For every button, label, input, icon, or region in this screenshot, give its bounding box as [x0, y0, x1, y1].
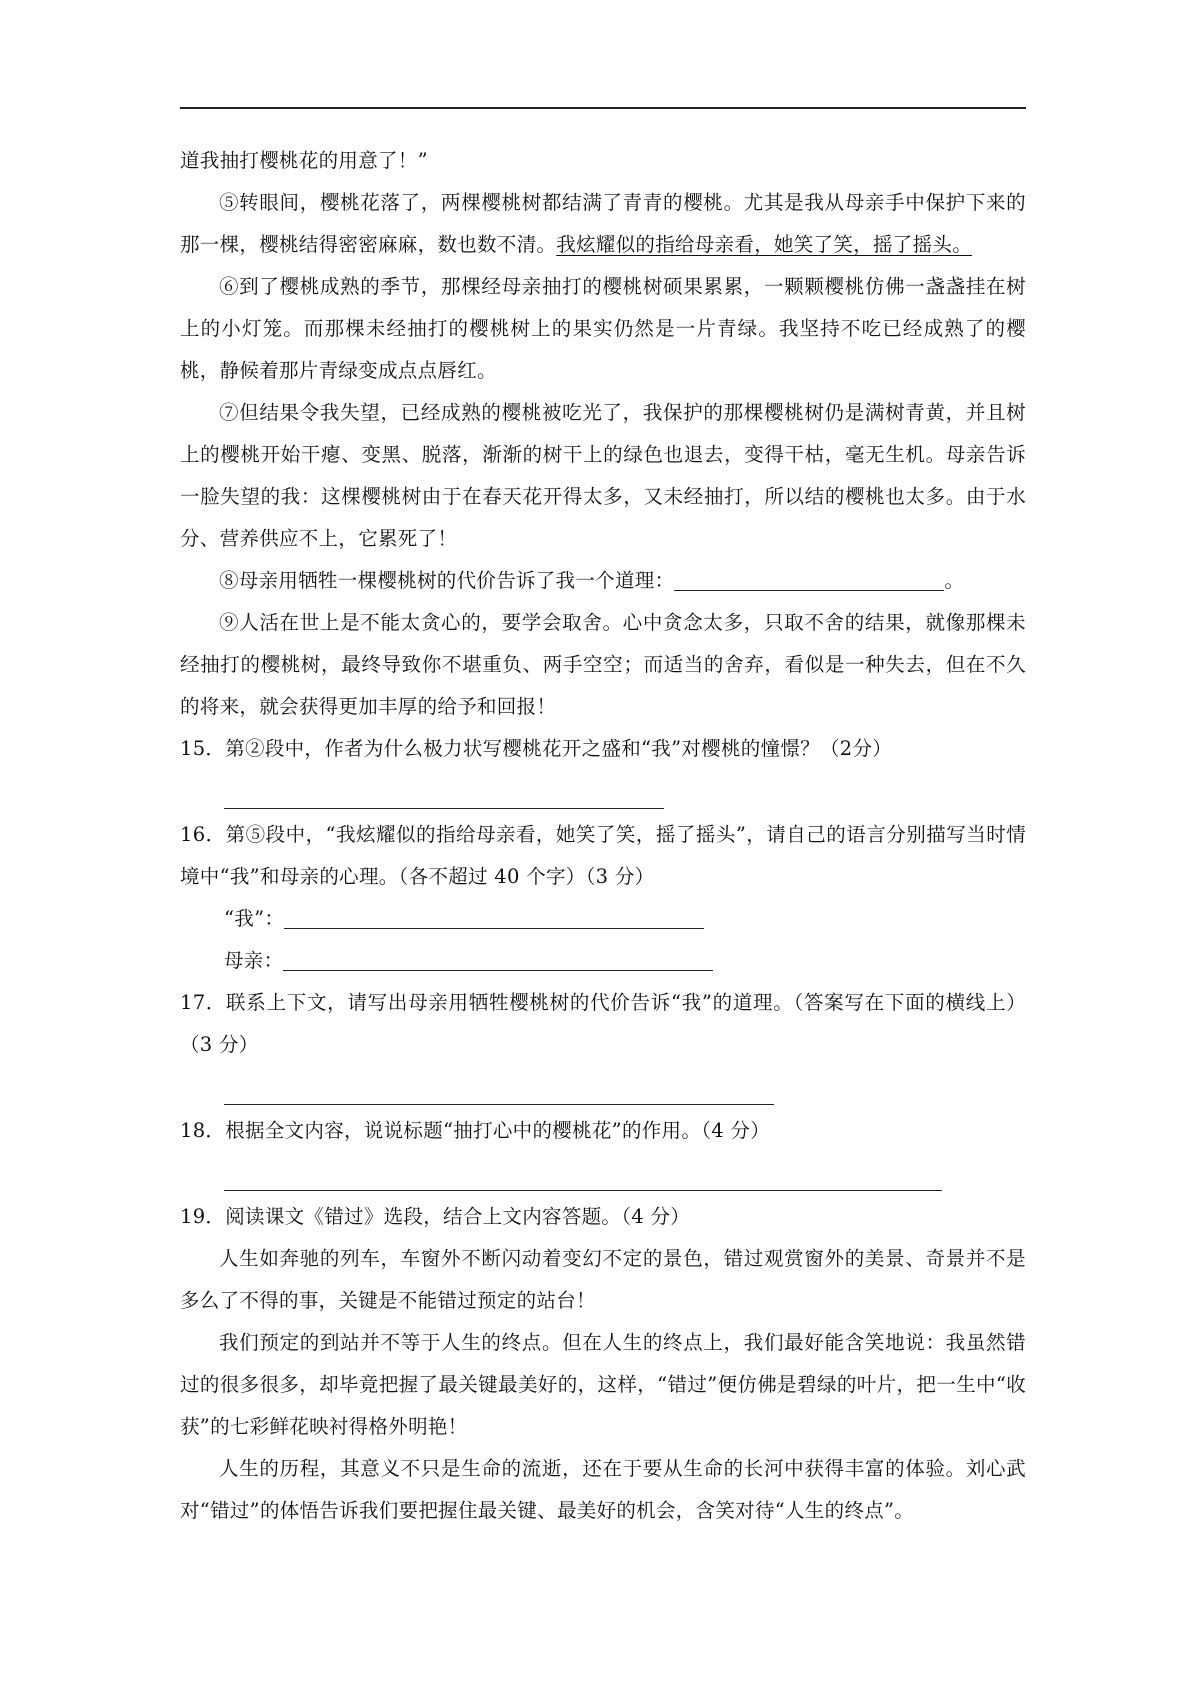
answer-row-16-me	[180, 898, 1026, 940]
excerpt-paragraph-2: 我们预定的到站并不等于人生的终点。但在人生的终点上，我们最好能含笑地说：我虽然错过的很多很多，却毕竟把握了最关键最美好的，这样，“错过”便仿佛是碧绿的叶片，把一生中“收获”的七彩鲜花映衬得格外明艳！	[180, 1331, 1026, 1438]
paragraph-8-end: 。	[944, 569, 965, 592]
paragraph-9: ⑨人活在世上是不能太贪心的，要学会取舍。心中贪念太多，只取不舍的结果，就像那棵未经抽打的樱桃树，最终导致你不堪重负、两手空空；而适当的舍弃，看似是一种失去，但在不久的将来，就会获得更加丰厚的给予和回报！	[180, 611, 1026, 718]
paragraph-8	[180, 560, 1026, 602]
paragraph-5-text: ⑤转眼间，樱桃花落了，两棵樱桃树都结满了青青的樱桃。尤其是我从母亲手中保护下来的那一棵，樱桃结得密密麻麻，数也数不清。	[180, 191, 1026, 256]
paragraph-8-text: ⑧母亲用牺牲一棵樱桃树的代价告诉了我一个道理：	[219, 569, 675, 592]
answer-label-mother: 母亲：	[224, 949, 284, 972]
question-15: 15．第②段中，作者为什么极力状写樱桃花开之盛和“我”对樱桃的憧憬？（2分）	[180, 737, 893, 760]
exam-page	[180, 140, 1026, 1532]
answer-blank-me[interactable]	[284, 908, 704, 929]
question-19: 19．阅读课文《错过》选段，结合上文内容答题。（4 分）	[180, 1205, 691, 1228]
question-18: 18．根据全文内容，说说标题“抽打心中的樱桃花”的作用。（4 分）	[180, 1119, 771, 1142]
answer-row-16-mother	[180, 940, 1026, 982]
excerpt-paragraph-3: 人生的历程，其意义不只是生命的流逝，还在于要从生命的长河中获得丰富的体验。刘心武对“错过”的体悟告诉我们要把握住最关键、最美好的机会，含笑对待“人生的终点”。	[180, 1457, 1026, 1522]
answer-label-me: “我”：	[224, 907, 285, 930]
paragraph-5-underlined: 我炫耀似的指给母亲看，她笑了笑，摇了摇头。	[556, 233, 973, 256]
question-16: 16．第⑤段中，“我炫耀似的指给母亲看，她笑了笑，摇了摇头”，请自己的语言分别描写当时情境中“我”和母亲的心理。（各不超过 40 个字）（3 分）	[180, 823, 1026, 888]
passage-continuation: 道我抽打樱桃花的用意了！”	[180, 149, 428, 172]
answer-blank-mother[interactable]	[283, 950, 713, 971]
header-rule	[180, 107, 1026, 109]
question-17: 17．联系上下文，请写出母亲用牺牲樱桃树的代价告诉“我”的道理。（答案写在下面的横线上）（3 分）	[180, 991, 1026, 1056]
paragraph-7: ⑦但结果令我失望，已经成熟的樱桃被吃光了，我保护的那棵樱桃树仍是满树青黄，并且树上的樱桃开始干瘪、变黑、脱落，渐渐的树干上的绿色也退去，变得干枯，毫无生机。母亲告诉一脸失望的我：这棵樱桃树由于在春天花开得太多，又未经抽打，所以结的樱桃也太多。由于水分、营养供应不上，它累死了！	[180, 401, 1026, 550]
paragraph-8-blank[interactable]	[674, 570, 944, 591]
excerpt-paragraph-1: 人生如奔驰的列车，车窗外不断闪动着变幻不定的景色，错过观赏窗外的美景、奇景并不是多么了不得的事，关键是不能错过预定的站台！	[180, 1247, 1026, 1312]
paragraph-6: ⑥到了樱桃成熟的季节，那棵经母亲抽打的樱桃树硕果累累，一颗颗樱桃仿佛一盏盏挂在树上的小灯笼。而那棵未经抽打的樱桃树上的果实仍然是一片青绿。我坚持不吃已经成熟了的樱桃，静候着那片青绿变成点点唇红。	[180, 275, 1026, 382]
paragraph-5	[180, 182, 1026, 266]
